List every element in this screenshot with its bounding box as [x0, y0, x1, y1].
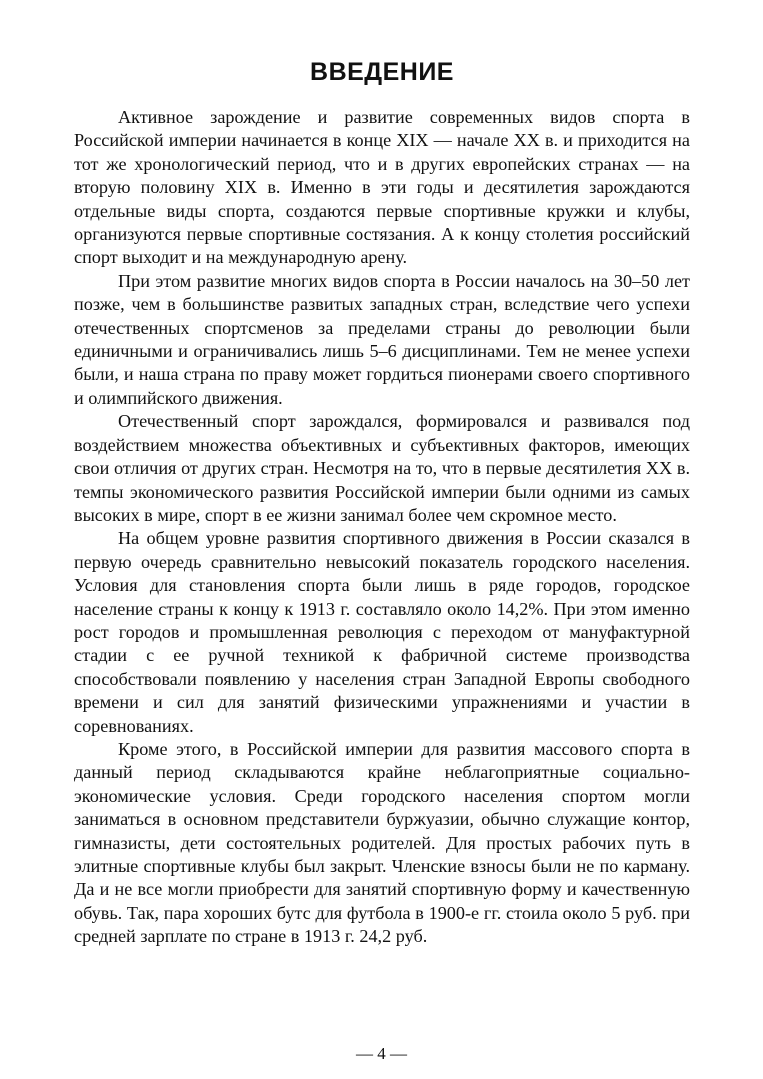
paragraph-2: При этом развитие многих видов спорта в России началось на 30–50 лет позже, чем в большинстве развитых западных стран, вследствие чего успехи отечественных спортсменов за пределами страны до революции были единичными и ограничивались лишь 5–6 дисциплинами. Тем не менее успехи были, и наша страна по праву может гордиться пионерами своего спортивного и олимпийского движения. [74, 270, 690, 408]
paragraph-1: Активное зарождение и развитие современных видов спорта в Российской империи начинается в конце XIX — начале XX в. и приходится на тот же хронологический период, что и в других европейских странах — на вторую половину XIX в. Именно в эти годы и десятилетия зарождаются отдельные виды спорта, создаются первые спортивные кружки и клубы, организуются первые спортивные состязания. А к концу столетия российский спорт выходит и на международную арену. [74, 107, 690, 268]
paragraph-5: Кроме этого, в Российской империи для развития массового спорта в данный период складываются крайне неблагоприятные социально-экономические условия. Среди городского населения спортом могли заниматься в основном представители буржуазии, обычно служащие контор, гимназисты, дети состоятельных родителей. Для простых рабочих путь в элитные спортивные клубы был закрыт. Членские взносы были не по карману. Да и не все могли приобрести для занятий спортивную форму и качественную обувь. Так, пара хороших бутс для футбола в 1900-е гг. стоила около 5 руб. при средней зарплате по стране в 1913 г. 24,2 руб. [74, 738, 690, 947]
page-number: — 4 — [356, 1044, 407, 1063]
paragraph-4: На общем уровне развития спортивного движения в России сказался в первую очередь сравнительно невысокий показатель городского населения. Условия для становления спорта были лишь в ряде городов, городское население страны к концу к 1913 г. составляло около 14,2%. При этом именно рост городов и промышленная революция с переходом от мануфактурной стадии с ее ручной техникой к фабричной системе производства способствовали появлению у населения стран Западной Европы свободного времени и сил для занятий физическими упражнениями и участии в соревнованиях. [74, 528, 690, 736]
page-title: ВВЕДЕНИЕ [310, 58, 454, 86]
document-page [74, 56, 690, 949]
paragraph-3: Отечественный спорт зарождался, формировался и развивался под воздействием множества объективных и субъективных факторов, имеющих свои отличия от других стран. Несмотря на то, что в первые десятилетия XX в. темпы экономического развития Российской империи были одними из самых высоких в мире, спорт в ее жизни занимал более чем скромное место. [74, 411, 690, 525]
